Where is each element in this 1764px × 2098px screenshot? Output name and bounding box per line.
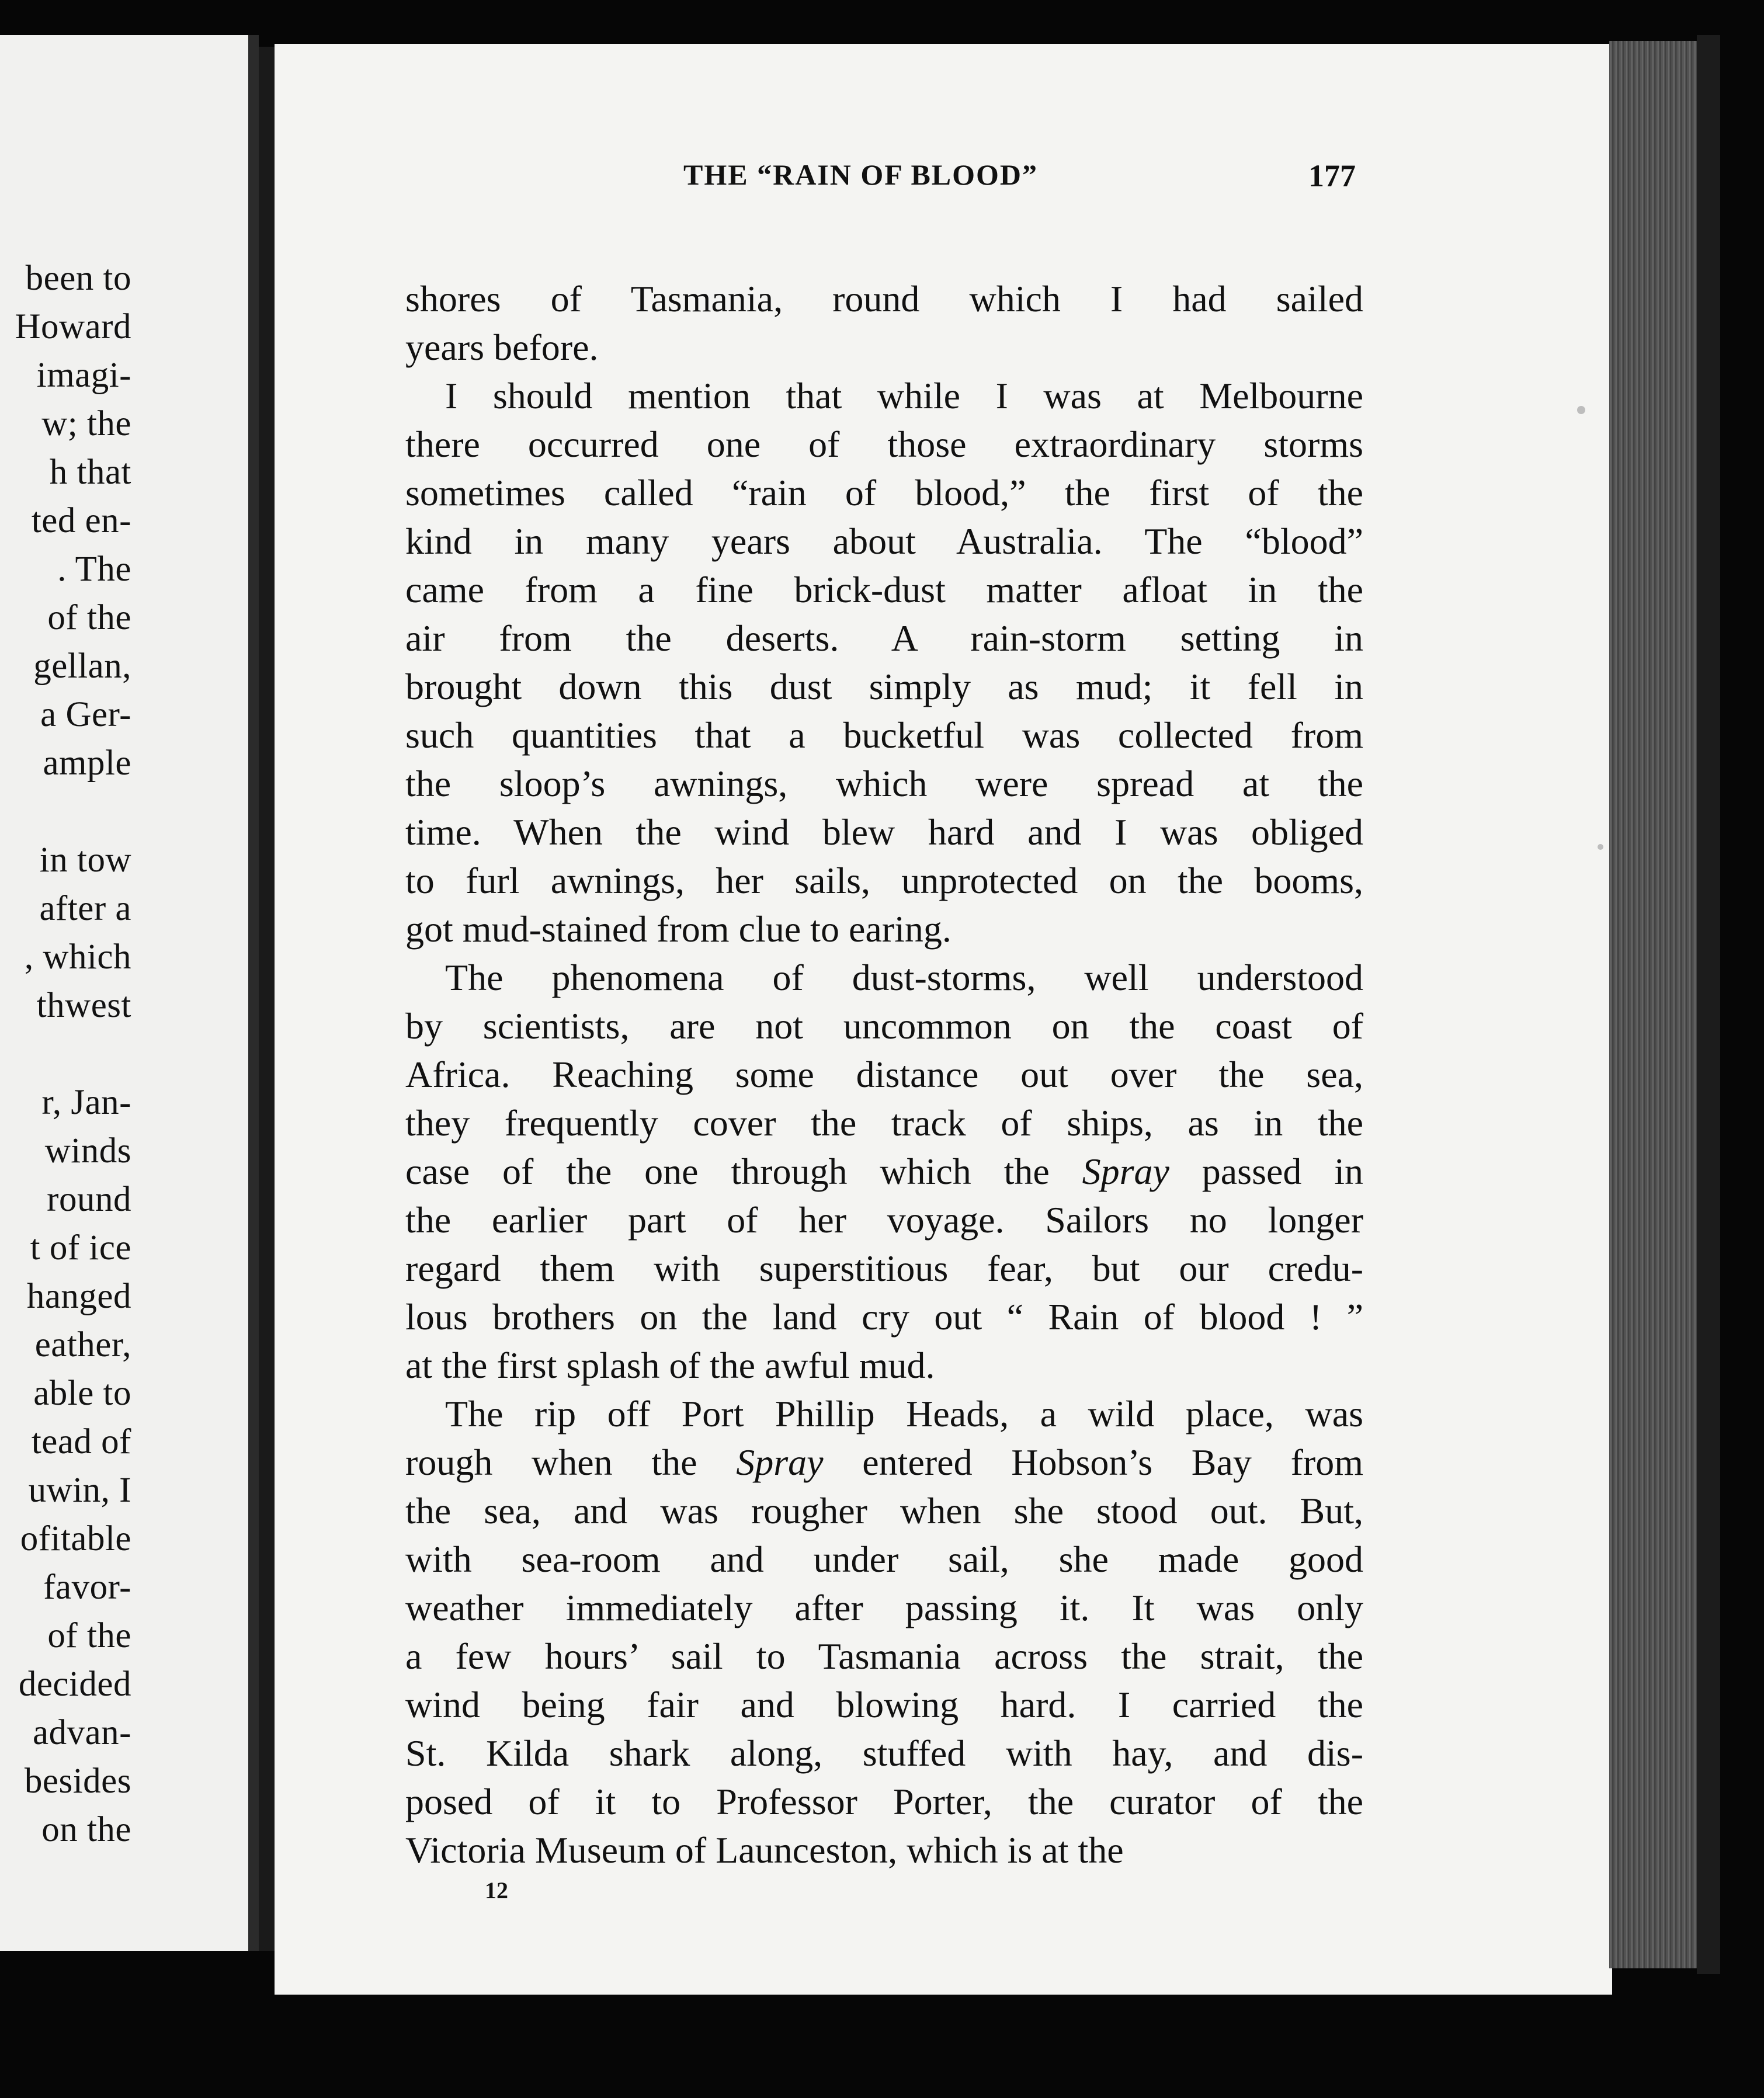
text-line: case of the one through which the Spray passed in xyxy=(405,1151,1364,1192)
left-page-line: uwin, I xyxy=(28,1471,131,1510)
running-head-title: THE “RAIN OF BLOOD” xyxy=(683,158,1039,191)
left-page-text xyxy=(0,254,131,1854)
text-line: I should mention that while I was at Melbourne xyxy=(445,375,1363,416)
text-line: to furl awnings, her sails, unprotected on the booms, xyxy=(405,860,1363,901)
left-page-line: favor- xyxy=(43,1568,131,1607)
text-line: at the first splash of the awful mud. xyxy=(405,1345,935,1386)
left-page-line: hanged xyxy=(26,1277,131,1316)
text-line: regard them with superstitious fear, but our credu- xyxy=(405,1248,1363,1289)
left-page-line: advan- xyxy=(33,1713,131,1752)
signature-mark: 12 xyxy=(485,1877,508,1904)
left-page-line: r, Jan- xyxy=(41,1083,131,1122)
text-line: weather immediately after passing it. It was only xyxy=(405,1587,1363,1628)
text-line: got mud-stained from clue to earing. xyxy=(405,908,952,950)
right-page xyxy=(275,44,1612,1995)
left-page-line: thwest xyxy=(36,986,131,1025)
text-line: Africa. Reaching some distance out over the sea, xyxy=(405,1054,1363,1095)
left-page-line: winds xyxy=(44,1131,131,1170)
left-page-line: w; the xyxy=(41,404,131,443)
text-line: posed of it to Professor Porter, the curator of the xyxy=(405,1781,1363,1822)
left-page-line: t of ice xyxy=(30,1228,131,1267)
page-edges xyxy=(1609,41,1697,1968)
text-line: The rip off Port Phillip Heads, a wild place, was xyxy=(445,1393,1363,1434)
text-line: shores of Tasmania, round which I had sailed xyxy=(405,278,1363,319)
text-line: with sea-room and under sail, she made good xyxy=(405,1538,1363,1580)
left-page-line xyxy=(0,787,131,836)
ship-name: Spray xyxy=(736,1441,824,1483)
paragraph xyxy=(405,1390,1363,1874)
left-facing-page xyxy=(0,35,259,1951)
left-page-line: been to xyxy=(25,259,131,298)
text-line: they frequently cover the track of ships, as in the xyxy=(405,1102,1363,1144)
left-page-line: imagi- xyxy=(36,356,131,395)
left-page-line: ample xyxy=(43,744,131,783)
scan-speck xyxy=(1577,406,1585,414)
left-page-line: ofitable xyxy=(20,1519,131,1558)
left-page-line: of the xyxy=(47,598,131,637)
left-page-line: tead of xyxy=(31,1422,131,1461)
left-page-line: after a xyxy=(39,889,131,928)
left-page-line: of the xyxy=(47,1616,131,1655)
text-line: years before. xyxy=(405,326,599,368)
text-line: came from a fine brick-dust matter afloat in the xyxy=(405,569,1363,610)
text-line: rough when the Spray entered Hobson’s Bay from xyxy=(405,1441,1364,1483)
text-line: time. When the wind blew hard and I was obliged xyxy=(405,811,1363,853)
ship-name: Spray xyxy=(1082,1151,1169,1192)
left-page-line: gellan, xyxy=(33,647,131,686)
page-edges-shadow xyxy=(1697,35,1720,1974)
text-line: wind being fair and blowing hard. I carried the xyxy=(405,1684,1363,1725)
text-line: St. Kilda shark along, stuffed with hay, and dis- xyxy=(405,1732,1363,1774)
text-line: air from the deserts. A rain-storm setting in xyxy=(405,617,1363,659)
text-line: a few hours’ sail to Tasmania across the strait, the xyxy=(405,1635,1363,1677)
left-page-line: a Ger- xyxy=(40,695,131,734)
left-page-line xyxy=(0,1030,131,1078)
left-page-line: besides xyxy=(24,1762,131,1801)
paragraph xyxy=(405,275,1363,371)
left-page-line: decided xyxy=(18,1665,131,1704)
scan-speck xyxy=(1598,844,1603,850)
text-line: by scientists, are not uncommon on the coast of xyxy=(405,1005,1363,1047)
text-line: The phenomena of dust-storms, well understood xyxy=(445,957,1363,998)
text-line: brought down this dust simply as mud; it fell in xyxy=(405,666,1363,707)
text-line: there occurred one of those extraordinary storms xyxy=(405,423,1363,465)
text-line: Victoria Museum of Launceston, which is at the xyxy=(405,1829,1124,1871)
left-page-line: able to xyxy=(33,1374,131,1413)
left-page-line: on the xyxy=(41,1810,131,1849)
text-line: kind in many years about Australia. The “blood” xyxy=(405,520,1363,562)
left-page-line: h that xyxy=(49,453,131,492)
page-number: 177 xyxy=(1308,158,1356,193)
book-gutter xyxy=(259,47,276,1951)
paragraph xyxy=(405,371,1363,953)
text-line: the sloop’s awnings, which were spread at the xyxy=(405,763,1363,804)
left-page-line: round xyxy=(47,1180,131,1219)
left-page-line: in tow xyxy=(39,840,131,880)
text-line: lous brothers on the land cry out “ Rain of blood ! ” xyxy=(405,1296,1363,1338)
body-text xyxy=(405,275,1363,1874)
text-line: sometimes called “rain of blood,” the first of the xyxy=(405,472,1363,513)
left-page-line: Howard xyxy=(15,307,131,346)
running-head xyxy=(275,158,1612,204)
text-line: such quantities that a bucketful was collected from xyxy=(405,714,1363,756)
left-page-line: , which xyxy=(24,937,131,977)
left-page-line: . The xyxy=(57,550,131,589)
paragraph xyxy=(405,953,1363,1390)
text-line: the sea, and was rougher when she stood out. But, xyxy=(405,1490,1363,1531)
left-page-line: ted en- xyxy=(31,501,131,540)
left-page-line: eather, xyxy=(34,1325,131,1364)
text-line: the earlier part of her voyage. Sailors no longer xyxy=(405,1199,1363,1241)
